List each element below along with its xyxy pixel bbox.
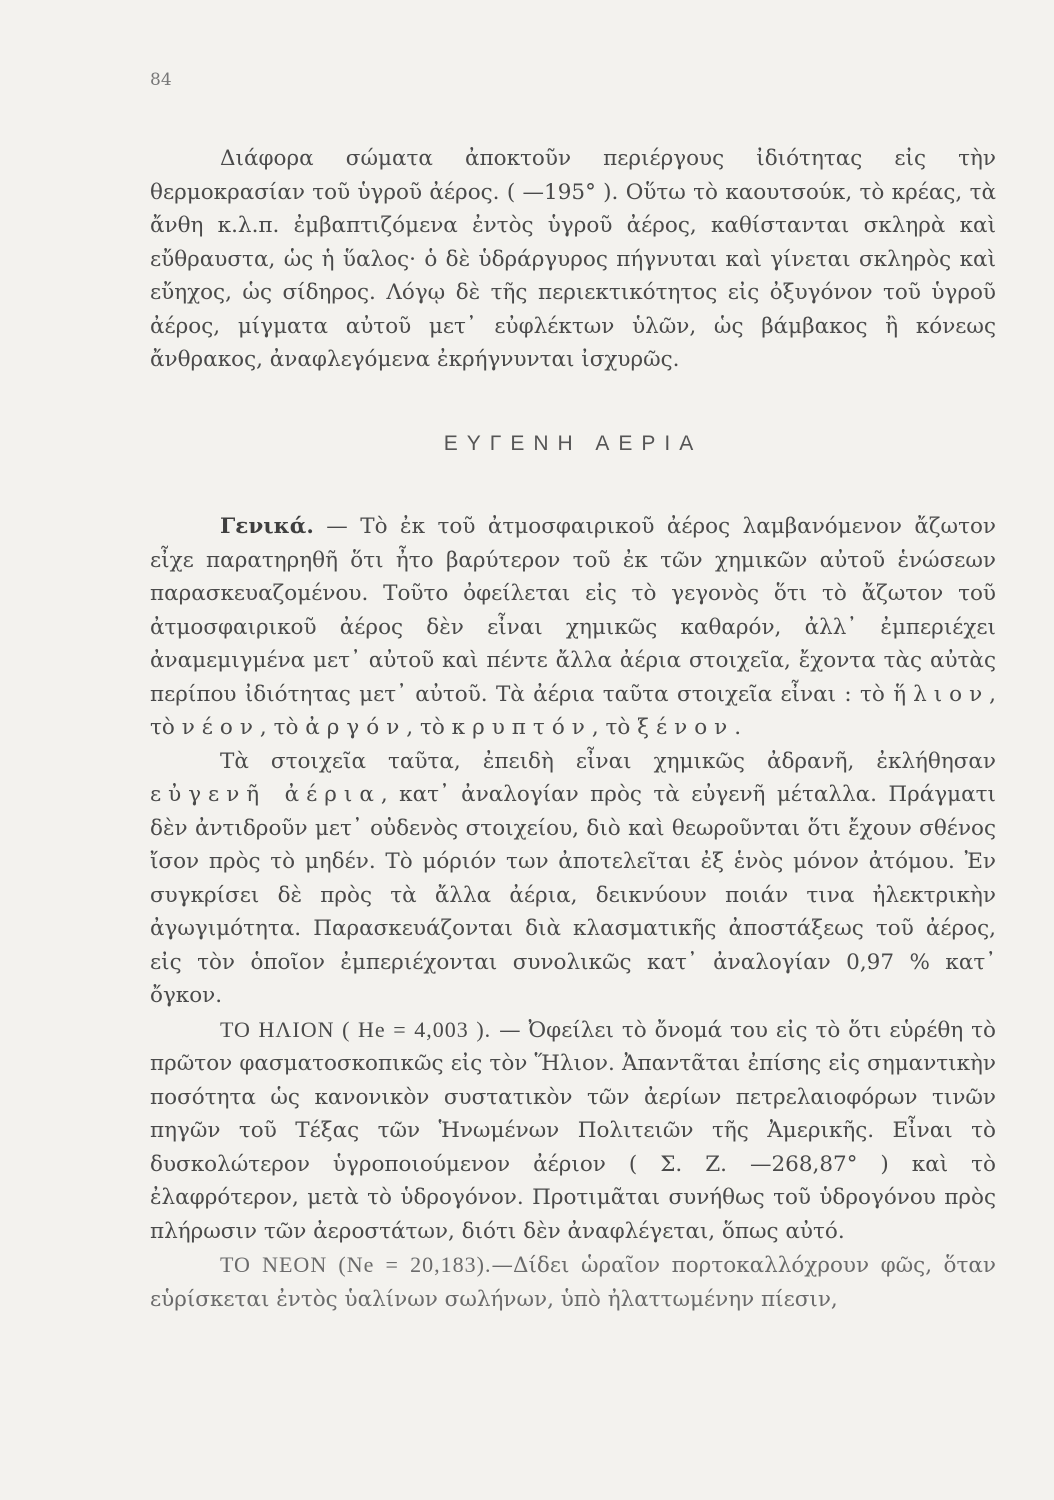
sep-3: , τὸ bbox=[406, 715, 452, 740]
intro-paragraph: Διάφορα σώματα ἀποκτοῦν περιέργους ἰδιότητας εἰς τὴν θερμοκρασίαν τοῦ ὑγροῦ ἀέρος. ( —195° ). Οὕτω τὸ καουτσούκ, τὸ κρέας, τὰ ἄνθη κ.λ.π. ἐμβαπτιζόμενα ἐντὸς ὑγροῦ ἀέρος, καθίστανται σκληρὰ καὶ εὔθραυστα, ὡς ἡ ὕαλος· ὁ δὲ ὑδράργυρος πήγνυται καὶ γίνεται σκληρὸς καὶ εὔηχος, ὡς σίδηρος. Λόγῳ δὲ τῆς περιεκτικότητος εἰς ὀξυγόνον τοῦ ὑγροῦ ἀέρος, μίγματα αὐτοῦ μετ᾽ εὐφλέκτων ὑλῶν, ὡς βάμβακος ἢ κόνεως ἄνθρακος, ἀναφλεγόμενα ἐκρήγνυνται ἰσχυρῶς. bbox=[150, 146, 996, 372]
term-xenon: ξένον bbox=[637, 715, 735, 740]
general-paragraph bbox=[150, 510, 996, 745]
term-krypton: κρυπτόν bbox=[451, 715, 592, 740]
sep-2: , τὸ bbox=[259, 715, 306, 740]
term-argon: ἀργόν bbox=[305, 715, 407, 740]
sep-4: , τὸ bbox=[591, 715, 638, 740]
term-helion: ἥλιον bbox=[893, 681, 990, 707]
general-lead: Γενικά. bbox=[220, 514, 314, 539]
section-body bbox=[150, 510, 996, 1316]
noble-gases-paragraph bbox=[150, 745, 996, 1013]
noble-text-1: Τὰ στοιχεῖα ταῦτα, ἐπειδὴ εἶναι χημικῶς ἀδρανῆ, ἐκλήθησαν bbox=[220, 748, 996, 774]
term-neon: νέον bbox=[181, 715, 260, 740]
helium-text: — Ὀφείλει τὸ ὄνομά του εἰς τὸ ὅτι εὑρέθη τὸ πρῶτον φασματοσκοπικῶς εἰς τὸν Ἥλιον. Ἀπαντᾶται ἐπίσης εἰς σημαντικὴν ποσότητα ὡς κανονικὸν συστατικὸν τῶν ἀερίων πετρελαιοφόρων τινῶν πηγῶν τοῦ Τέξας τῶν Ἡνωμένων Πολιτειῶν τῆς Ἀμερικῆς. Εἶναι τὸ δυσκολώτερον ὑγροποιούμενον ἀέριον ( Σ. Ζ. —268,87° ) καὶ τὸ ἐλαφρότερον, μετὰ τὸ ὑδρογόνον. Προτιμᾶται συνήθως τοῦ ὑδρογόνου πρὸς πλήρωσιν τῶν ἀεροστάτων, διότι δὲν ἀναφλέγεται, ὅπως αὐτό. bbox=[150, 1017, 996, 1244]
neon-paragraph bbox=[150, 1248, 996, 1316]
term-noble-gases: εὐγενῆ ἀέρια bbox=[150, 782, 381, 807]
helium-title: ΤΟ ΗΛΙΟΝ ( He = 4,003 ). bbox=[220, 1016, 492, 1042]
section-heading: ΕΥΓΕΝΗ ΑΕΡΙΑ bbox=[443, 432, 703, 455]
general-text: — Τὸ ἐκ τοῦ ἀτμοσφαιρικοῦ ἀέρος λαμβανόμενον ἄζωτον εἶχε παρατηρηθῆ ὅτι ἦτο βαρύτερον τοῦ ἐκ τῶν χημικῶν αὐτοῦ ἑνώσεων παρασκευαζομένου. Τοῦτο ὀφείλεται εἰς τὸ γεγονὸς ὅτι τὸ ἄζωτον τοῦ ἀτμοσφαιρικοῦ ἀέρος δὲν εἶναι χημικῶς καθαρόν, ἀλλ᾽ ἐμπεριέχει ἀναμεμιγμένα μετ᾽ αὐτοῦ καὶ πέντε ἄλλα ἀέρια στοιχεῖα, ἔχοντα τὰς αὐτὰς περίπου ἰδιότητας μετ᾽ αὐτοῦ. Τὰ ἀέρια ταῦτα στοιχεῖα εἶναι : τὸ bbox=[150, 514, 996, 707]
page-number: 84 bbox=[150, 70, 172, 90]
noble-text-2: , κατ᾽ ἀναλογίαν πρὸς τὰ εὐγενῆ μέταλλα. Πράγματι δὲν ἀντιδροῦν μετ᾽ οὐδενὸς στοιχείου, διὸ καὶ θεωροῦνται ὅτι ἔχουν σθένος ἴσον πρὸς τὸ μηδέν. Τὸ μόριόν των ἀποτελεῖται ἐξ ἑνὸς μόνον ἀτόμου. Ἐν συγκρίσει δὲ πρὸς τὰ ἄλλα ἀέρια, δεικνύουν ποιάν τινα ἠλεκτρικὴν ἀγωγιμότητα. Παρασκευάζονται διὰ κλασματικῆς ἀποστάξεως τοῦ ἀέρος, εἰς τὸν ὁποῖον ἐμπεριέχονται συνολικῶς κατ᾽ ἀναλογίαν 0,97 % κατ᾽ ὄγκον. bbox=[150, 782, 996, 1008]
neon-text: —Δίδει ὡραῖον πορτοκαλλόχρουν φῶς, ὅταν εὑρίσκεται ἐντὸς ὑαλίνων σωλήνων, ὑπὸ ἠλαττωμένην πίεσιν, bbox=[150, 1253, 996, 1312]
general-end: . bbox=[734, 715, 742, 740]
helium-paragraph bbox=[150, 1013, 996, 1249]
sep-1: , τὸ bbox=[150, 681, 996, 740]
neon-title: ΤΟ ΝΕΟΝ (Ne = 20,183). bbox=[220, 1252, 492, 1277]
intro-paragraph-block bbox=[150, 142, 996, 377]
